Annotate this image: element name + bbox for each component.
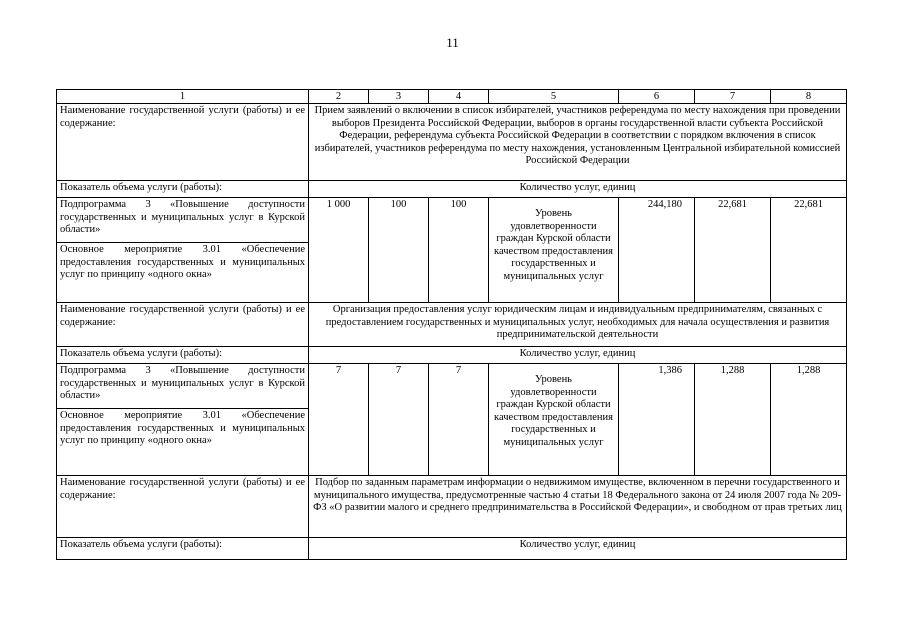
service-name-label: Наименование государственной услуги (работы) и ее содержание: bbox=[57, 303, 309, 347]
program-row bbox=[57, 364, 847, 476]
volume-indicator-label: Показатель объема услуги (работы): bbox=[57, 538, 309, 560]
column-number: 6 bbox=[619, 90, 695, 104]
services-table bbox=[56, 89, 847, 560]
service-name-row bbox=[57, 104, 847, 181]
col2-value: 7 bbox=[309, 364, 369, 476]
subprogram-text: Подпрограмма 3 «Повышение доступности государственных и муниципальных услуг в Курской области» bbox=[60, 365, 305, 401]
volume-indicator-label: Показатель объема услуги (работы): bbox=[57, 347, 309, 364]
program-cell bbox=[57, 364, 309, 476]
service-name-label: Наименование государственной услуги (работы) и ее содержание: bbox=[57, 476, 309, 538]
column-number-row bbox=[57, 90, 847, 104]
program-row bbox=[57, 198, 847, 303]
column-number: 3 bbox=[369, 90, 429, 104]
column-number: 2 bbox=[309, 90, 369, 104]
main-activity-text: Основное мероприятие 3.01 «Обеспечение предоставления государственных и муниципальных услуг по принципу «одного окна» bbox=[57, 408, 308, 449]
subprogram-text: Подпрограмма 3 «Повышение доступности государственных и муниципальных услуг в Курской области» bbox=[60, 199, 305, 235]
col7-value: 1,288 bbox=[695, 364, 771, 476]
volume-indicator-row bbox=[57, 347, 847, 364]
col8-value: 1,288 bbox=[771, 364, 847, 476]
column-number: 7 bbox=[695, 90, 771, 104]
quality-indicator-text: Уровень удовлетворенности граждан Курской области качеством предоставления государственных и муниципальных услуг bbox=[489, 198, 619, 303]
service-name-label: Наименование государственной услуги (работы) и ее содержание: bbox=[57, 104, 309, 181]
volume-indicator-row bbox=[57, 538, 847, 560]
col4-value: 100 bbox=[429, 198, 489, 303]
quality-indicator-text: Уровень удовлетворенности граждан Курской области качеством предоставления государственных и муниципальных услуг bbox=[489, 364, 619, 476]
service-name-text: Организация предоставления услуг юридическим лицам и индивидуальным предпринимателям, связанных с предоставлением государственных и муниципальных услуг, необходимых для начала осуществления и развития предпринимательской деятельности bbox=[309, 303, 847, 347]
col3-value: 7 bbox=[369, 364, 429, 476]
column-number: 5 bbox=[489, 90, 619, 104]
main-activity-text: Основное мероприятие 3.01 «Обеспечение предоставления государственных и муниципальных услуг по принципу «одного окна» bbox=[57, 242, 308, 283]
service-name-row bbox=[57, 303, 847, 347]
col3-value: 100 bbox=[369, 198, 429, 303]
service-name-row bbox=[57, 476, 847, 538]
col6-value: 1,386 bbox=[619, 364, 695, 476]
col7-value: 22,681 bbox=[695, 198, 771, 303]
col4-value: 7 bbox=[429, 364, 489, 476]
volume-indicator-text: Количество услуг, единиц bbox=[309, 347, 847, 364]
service-name-text: Подбор по заданным параметрам информации о недвижимом имуществе, включенном в перечни государственного и муниципального имущества, предусмотренные частью 4 статьи 18 Федерального закона от 24 июля 2007 года № 209-ФЗ «О развитии малого и среднего предпринимательства в Российской Федерации», и свободном от прав третьих лиц bbox=[309, 476, 847, 538]
col8-value: 22,681 bbox=[771, 198, 847, 303]
volume-indicator-text: Количество услуг, единиц bbox=[309, 538, 847, 560]
column-number: 4 bbox=[429, 90, 489, 104]
volume-indicator-row bbox=[57, 181, 847, 198]
column-number: 1 bbox=[57, 90, 309, 104]
program-cell bbox=[57, 198, 309, 303]
volume-indicator-text: Количество услуг, единиц bbox=[309, 181, 847, 198]
col6-value: 244,180 bbox=[619, 198, 695, 303]
column-number: 8 bbox=[771, 90, 847, 104]
volume-indicator-label: Показатель объема услуги (работы): bbox=[57, 181, 309, 198]
col2-value: 1 000 bbox=[309, 198, 369, 303]
page-number: 11 bbox=[446, 35, 459, 50]
service-name-text: Прием заявлений о включении в список избирателей, участников референдума по месту нахождения при проведении выборов Президента Российской Федерации, выборов в органы государственной власти субъекта Российской Федерации, референдума субъекта Российской Федерации в соответствии с порядком включения в список избирателей, участников референдума по месту нахождения, установленным Центральной избирательной комиссией Российской Федерации bbox=[309, 104, 847, 181]
